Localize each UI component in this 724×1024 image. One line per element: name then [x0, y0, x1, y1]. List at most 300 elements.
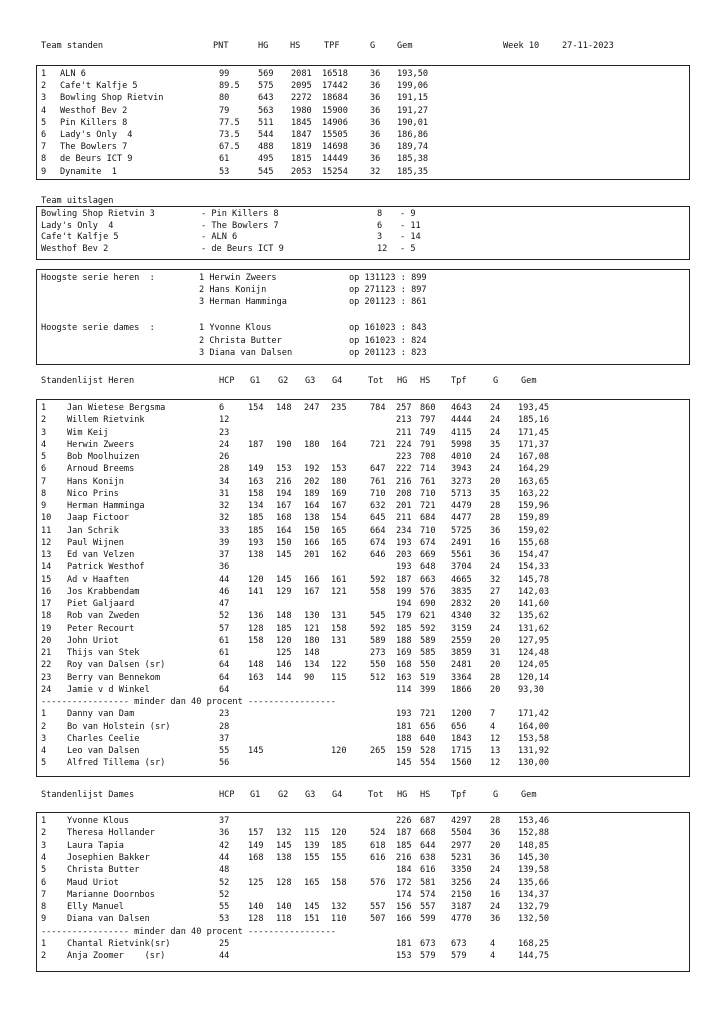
player-cell: 158	[248, 635, 264, 646]
player-cell: 154,47	[518, 550, 550, 560]
player-cell: 4477	[451, 513, 472, 524]
player-name: Danny van Dam	[67, 709, 135, 720]
team-cell: 185,38	[397, 154, 429, 165]
player-cell: 1843	[451, 733, 472, 744]
player-cell: 157	[248, 828, 264, 839]
player-cell: 136	[248, 611, 264, 622]
player-cell: 128	[276, 877, 292, 888]
player-cell: 31	[490, 648, 501, 658]
player-cell: 216	[396, 476, 412, 487]
player-cell: 132	[331, 902, 347, 913]
player-cell: 3159	[451, 623, 472, 634]
player-cell: 585	[420, 648, 436, 658]
player-name: John Uriot	[67, 635, 119, 646]
col-g4: G4	[332, 790, 343, 800]
player-cell: 24	[490, 427, 501, 438]
team-cell: 32	[370, 166, 381, 177]
team-standings-title: Team standen	[41, 41, 104, 51]
player-cell: 167,08	[518, 452, 550, 462]
player-cell: 3364	[451, 672, 472, 683]
player-cell: 3187	[451, 902, 472, 913]
player-cell: 202	[304, 476, 320, 487]
team-cell: 2095	[291, 81, 312, 92]
player-cell: 644	[420, 840, 436, 851]
player-cell: 7	[41, 476, 47, 487]
player-cell: 576	[420, 586, 436, 597]
men-standings-title: Standenlijst Heren	[41, 376, 135, 386]
result-cell: Cafe't Kalfje 5	[41, 232, 119, 243]
player-cell: 145	[276, 550, 292, 560]
player-cell: 640	[420, 733, 436, 744]
player-cell: 4340	[451, 611, 472, 622]
player-cell: 20	[490, 840, 501, 851]
player-cell: 187	[396, 574, 412, 585]
player-cell: 185	[396, 623, 412, 634]
player-cell: 674	[420, 537, 436, 548]
player-cell: 162	[331, 550, 347, 560]
player-name: Arnoud Breems	[67, 464, 135, 475]
player-cell: 172	[396, 877, 412, 888]
player-cell: 64	[219, 660, 230, 671]
player-cell: 161	[331, 574, 347, 585]
player-cell: 632	[370, 501, 386, 511]
player-cell: 148	[248, 660, 264, 671]
player-name: Paul Wijnen	[67, 537, 124, 548]
player-cell: 149	[248, 840, 264, 851]
result-cell: 3	[377, 232, 383, 243]
player-cell: 24	[490, 464, 501, 475]
player-cell: 5	[41, 452, 47, 462]
player-cell: 211	[396, 513, 412, 524]
player-cell: 154	[248, 403, 264, 413]
player-cell: 201	[304, 550, 320, 560]
player-cell: 24	[490, 865, 501, 876]
player-name: Roy van Dalsen (sr)	[67, 660, 166, 671]
result-cell: - ALN 6	[201, 232, 238, 243]
player-cell: 761	[420, 476, 436, 487]
player-cell: 507	[370, 914, 386, 925]
col-hg: HG	[397, 790, 408, 800]
player-cell: 5504	[451, 828, 472, 839]
player-cell: 163	[396, 672, 412, 683]
team-cell: 1980	[291, 105, 312, 116]
team-cell: 2	[41, 81, 47, 92]
team-cell: 15505	[322, 130, 348, 140]
player-cell: 226	[396, 816, 412, 826]
player-cell: 164	[304, 501, 320, 511]
player-cell: 3943	[451, 464, 472, 475]
player-cell: 153	[396, 951, 412, 962]
player-cell: 557	[420, 902, 436, 913]
result-cell: - 9	[400, 209, 416, 219]
player-cell: 159,96	[518, 501, 550, 511]
player-cell: 2	[41, 951, 47, 962]
player-cell: 784	[370, 403, 386, 413]
player-cell: 646	[370, 550, 386, 560]
player-cell: 193	[396, 562, 412, 573]
player-cell: 39	[219, 537, 230, 548]
team-cell: 5	[41, 117, 47, 128]
player-cell: 4	[490, 951, 496, 962]
player-name: Patrick Westhof	[67, 562, 145, 573]
col-g1: G1	[250, 790, 261, 800]
team-cell: 6	[41, 130, 47, 140]
player-cell: 5561	[451, 550, 472, 560]
player-cell: 165	[304, 877, 320, 888]
col-g2: G2	[278, 376, 289, 386]
player-cell: 7	[41, 889, 47, 900]
col-tot: Tot	[368, 790, 384, 800]
player-cell: 203	[396, 550, 412, 560]
player-cell: 25	[219, 939, 230, 949]
player-cell: 184	[396, 865, 412, 876]
player-cell: 152,88	[518, 828, 550, 839]
col-g: G	[370, 41, 376, 51]
player-cell: 121	[331, 586, 347, 597]
player-cell: 145	[304, 902, 320, 913]
player-name: Hans Konijn	[67, 476, 124, 487]
player-cell: 557	[370, 902, 386, 913]
player-cell: 128	[248, 623, 264, 634]
player-cell: 114	[396, 684, 412, 695]
player-cell: 134,37	[518, 889, 550, 900]
team-name: Lady's Only 4	[60, 130, 133, 140]
player-cell: 42	[219, 840, 230, 851]
team-cell: 36	[370, 105, 381, 116]
player-cell: 145	[276, 574, 292, 585]
player-cell: 4665	[451, 574, 472, 585]
team-cell: 2272	[291, 93, 312, 104]
under-40-divider: ----------------- minder dan 40 procent -----------------	[41, 926, 336, 937]
team-cell: 67.5	[219, 142, 240, 153]
player-cell: 36	[219, 828, 230, 839]
col-g: G	[493, 790, 499, 800]
result-cell: 8	[377, 209, 383, 219]
player-cell: 599	[420, 914, 436, 925]
result-cell: 12	[377, 243, 388, 254]
team-cell: 7	[41, 142, 47, 153]
player-cell: 148	[276, 611, 292, 622]
player-cell: 166	[304, 574, 320, 585]
player-cell: 1200	[451, 709, 472, 720]
player-cell: 148,85	[518, 840, 550, 851]
player-cell: 26	[219, 452, 230, 462]
player-cell: 2491	[451, 537, 472, 548]
player-cell: 193,45	[518, 403, 550, 413]
high-series-women-score: op 201123 : 823	[349, 348, 427, 359]
player-cell: 224	[396, 439, 412, 450]
player-cell: 1	[41, 403, 47, 413]
player-name: Ed van Velzen	[67, 550, 135, 560]
player-cell: 131	[331, 611, 347, 622]
col-hs: HS	[420, 790, 431, 800]
player-cell: 124,48	[518, 648, 550, 658]
team-cell: 36	[370, 154, 381, 165]
player-cell: 791	[420, 439, 436, 450]
player-cell: 663	[420, 574, 436, 585]
player-cell: 222	[396, 464, 412, 475]
high-series-women-label: Hoogste serie dames :	[41, 323, 155, 333]
player-cell: 21	[41, 648, 52, 658]
player-cell: 4444	[451, 415, 472, 426]
player-cell: 645	[370, 513, 386, 524]
player-cell: 4115	[451, 427, 472, 438]
player-cell: 145	[276, 840, 292, 851]
team-cell: 2053	[291, 166, 312, 177]
player-cell: 2	[41, 828, 47, 839]
player-cell: 193	[248, 537, 264, 548]
team-cell: 17442	[322, 81, 348, 92]
player-cell: 576	[370, 877, 386, 888]
high-series-men-score: op 131123 : 899	[349, 273, 427, 283]
player-cell: 12	[490, 733, 501, 744]
player-cell: 273	[370, 648, 386, 658]
col-hs: HS	[420, 376, 431, 386]
team-cell: 36	[370, 117, 381, 128]
player-name: Jaap Fictoor	[67, 513, 130, 524]
player-cell: 664	[370, 525, 386, 536]
player-cell: 4297	[451, 816, 472, 826]
player-cell: 169	[331, 488, 347, 499]
team-cell: 191,27	[397, 105, 429, 116]
player-cell: 153	[331, 464, 347, 475]
player-cell: 44	[219, 852, 230, 863]
player-cell: 4	[41, 439, 47, 450]
player-cell: 158	[248, 488, 264, 499]
player-cell: 3704	[451, 562, 472, 573]
player-cell: 860	[420, 403, 436, 413]
player-cell: 618	[370, 840, 386, 851]
player-cell: 120	[248, 574, 264, 585]
player-name: Marianne Doornbos	[67, 889, 155, 900]
team-cell: 575	[258, 81, 274, 92]
player-name: Maud Uriot	[67, 877, 119, 888]
player-cell: 23	[41, 672, 52, 683]
team-name: The Bowlers 7	[60, 142, 128, 153]
player-cell: 64	[219, 684, 230, 695]
player-cell: 20	[41, 635, 52, 646]
player-cell: 223	[396, 452, 412, 462]
player-cell: 164,29	[518, 464, 550, 475]
player-cell: 7	[490, 709, 496, 720]
date-label: 27-11-2023	[562, 41, 614, 51]
player-cell: 32	[490, 611, 501, 622]
player-cell: 131,62	[518, 623, 550, 634]
player-cell: 208	[396, 488, 412, 499]
player-cell: 528	[420, 746, 436, 756]
team-cell: 80	[219, 93, 230, 104]
player-cell: 163,22	[518, 488, 550, 499]
player-cell: 115	[304, 828, 320, 839]
col-hg: HG	[258, 41, 269, 51]
team-cell: 189,74	[397, 142, 429, 153]
player-cell: 721	[420, 501, 436, 511]
col-tpf: Tpf	[451, 376, 467, 386]
player-cell: 167	[304, 586, 320, 597]
player-cell: 24	[490, 562, 501, 573]
player-cell: 194	[396, 599, 412, 609]
result-cell: Bowling Shop Rietvin 3	[41, 209, 155, 219]
player-cell: 164	[276, 525, 292, 536]
player-cell: 2150	[451, 889, 472, 900]
player-cell: 1	[41, 709, 47, 720]
player-cell: 8	[41, 488, 47, 499]
player-cell: 28	[490, 513, 501, 524]
team-cell: 8	[41, 154, 47, 165]
player-cell: 216	[276, 476, 292, 487]
player-cell: 24	[490, 403, 501, 413]
player-name: Chantal Rietvink(sr)	[67, 939, 171, 949]
team-cell: 511	[258, 117, 274, 128]
player-cell: 4770	[451, 914, 472, 925]
result-cell: - 14	[400, 232, 421, 243]
week-label: Week 10	[503, 41, 540, 51]
player-name: Josephien Bakker	[67, 852, 150, 863]
player-cell: 616	[370, 852, 386, 863]
player-cell: 139	[304, 840, 320, 851]
team-cell: 15254	[322, 166, 348, 177]
player-cell: 36	[490, 852, 501, 863]
col-g3: G3	[305, 790, 316, 800]
player-name: Peter Recourt	[67, 623, 135, 634]
high-series-women-score: op 161023 : 824	[349, 335, 427, 346]
player-cell: 399	[420, 684, 436, 695]
player-cell: 56	[219, 758, 230, 769]
player-cell: 52	[219, 611, 230, 622]
team-name: ALN 6	[60, 69, 86, 79]
player-cell: 188	[396, 733, 412, 744]
player-cell: 235	[331, 403, 347, 413]
team-cell: 563	[258, 105, 274, 116]
player-cell: 120,14	[518, 672, 550, 683]
player-cell: 3	[41, 733, 47, 744]
player-name: Leo van Dalsen	[67, 746, 140, 756]
player-name: Jos Krabbendam	[67, 586, 140, 597]
result-cell: - 11	[400, 220, 421, 231]
player-name: Jan Wietese Bergsma	[67, 403, 166, 413]
player-cell: 22	[41, 660, 52, 671]
player-cell: 3859	[451, 648, 472, 658]
player-cell: 142,03	[518, 586, 550, 597]
result-cell: 6	[377, 220, 383, 231]
player-cell: 155,68	[518, 537, 550, 548]
player-name: Willem Rietvink	[67, 415, 145, 426]
team-cell: 185,35	[397, 166, 429, 177]
player-cell: 668	[420, 828, 436, 839]
player-cell: 174	[396, 889, 412, 900]
col-pnt: PNT	[213, 41, 229, 51]
player-cell: 185	[331, 840, 347, 851]
high-series-men-score: op 201123 : 861	[349, 297, 427, 307]
player-cell: 141,60	[518, 599, 550, 609]
high-series-women-score: op 161023 : 843	[349, 323, 427, 333]
player-name: Ad v Haaften	[67, 574, 130, 585]
player-cell: 167	[331, 501, 347, 511]
player-cell: 145,30	[518, 852, 550, 863]
player-cell: 579	[451, 951, 467, 962]
player-cell: 144,75	[518, 951, 550, 962]
player-name: Charles Ceelie	[67, 733, 140, 744]
player-cell: 13	[490, 746, 501, 756]
player-cell: 145,78	[518, 574, 550, 585]
player-name: Christa Butter	[67, 865, 140, 876]
player-cell: 673	[451, 939, 467, 949]
player-name: Berry van Bennekom	[67, 672, 161, 683]
player-cell: 17	[41, 599, 52, 609]
team-cell: 36	[370, 69, 381, 79]
player-cell: 27	[490, 586, 501, 597]
player-cell: 749	[420, 427, 436, 438]
player-cell: 110	[331, 914, 347, 925]
player-cell: 35	[490, 439, 501, 450]
player-cell: 199	[396, 586, 412, 597]
player-cell: 558	[370, 586, 386, 597]
player-cell: 6	[41, 877, 47, 888]
player-cell: 32	[219, 501, 230, 511]
player-cell: 265	[370, 746, 386, 756]
player-cell: 124,05	[518, 660, 550, 671]
player-cell: 185	[248, 525, 264, 536]
col-hs: HS	[290, 41, 301, 51]
player-cell: 721	[370, 439, 386, 450]
player-cell: 19	[41, 623, 52, 634]
player-cell: 690	[420, 599, 436, 609]
player-cell: 20	[490, 684, 501, 695]
player-cell: 171,42	[518, 709, 550, 720]
player-cell: 93,30	[518, 684, 544, 695]
player-cell: 234	[396, 525, 412, 536]
player-cell: 550	[420, 660, 436, 671]
player-cell: 31	[219, 488, 230, 499]
player-cell: 134	[304, 660, 320, 671]
player-cell: 128	[248, 914, 264, 925]
player-cell: 131,92	[518, 746, 550, 756]
player-cell: 28	[219, 464, 230, 475]
result-cell: - de Beurs ICT 9	[201, 243, 284, 254]
player-cell: 20	[490, 660, 501, 671]
player-cell: 149	[248, 464, 264, 475]
player-name: Rob van Zweden	[67, 611, 140, 622]
player-cell: 36	[490, 550, 501, 560]
col-gem: Gem	[521, 376, 537, 386]
player-cell: 185	[248, 513, 264, 524]
player-name: Herwin Zweers	[67, 439, 135, 450]
player-cell: 171,45	[518, 427, 550, 438]
player-name: Piet Galjaard	[67, 599, 135, 609]
player-cell: 52	[219, 877, 230, 888]
player-cell: 130,00	[518, 758, 550, 769]
high-series-men-name: 1 Herwin Zweers	[199, 273, 277, 283]
player-cell: 180	[331, 476, 347, 487]
player-cell: 3256	[451, 877, 472, 888]
player-cell: 519	[420, 672, 436, 683]
player-cell: 13	[41, 550, 52, 560]
player-cell: 166	[304, 537, 320, 548]
player-cell: 20	[490, 476, 501, 487]
player-cell: 512	[370, 672, 386, 683]
player-cell: 710	[420, 525, 436, 536]
team-cell: 73.5	[219, 130, 240, 140]
player-cell: 10	[41, 513, 52, 524]
player-cell: 15	[41, 574, 52, 585]
player-cell: 257	[396, 403, 412, 413]
player-cell: 35	[490, 488, 501, 499]
player-cell: 6	[41, 464, 47, 475]
player-cell: 14	[41, 562, 52, 573]
player-cell: 150	[304, 525, 320, 536]
player-cell: 2559	[451, 635, 472, 646]
player-cell: 5	[41, 758, 47, 769]
